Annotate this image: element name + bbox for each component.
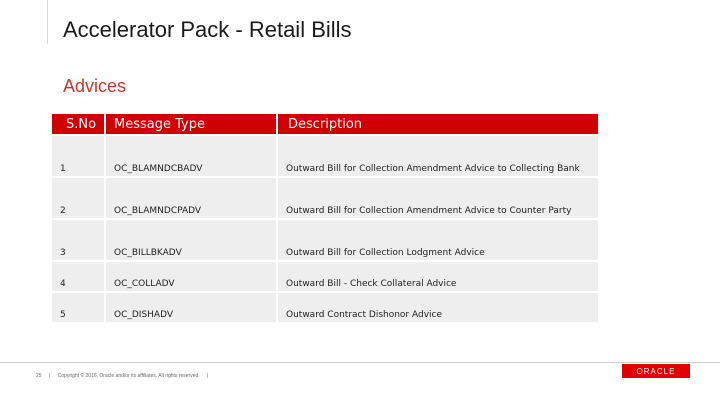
cell-sno: 5 bbox=[52, 293, 106, 324]
table-row bbox=[52, 178, 598, 220]
cell-description: Outward Bill for Collection Lodgment Advice bbox=[278, 220, 598, 262]
header-message-type: Message Type bbox=[106, 114, 278, 136]
cell-message-type: OC_DISHADV bbox=[106, 293, 278, 324]
cell-description: Outward Bill for Collection Amendment Advice to Counter Party bbox=[278, 178, 598, 220]
cell-message-type: OC_COLLADV bbox=[106, 262, 278, 293]
slide-title: Accelerator Pack - Retail Bills bbox=[63, 17, 352, 42]
table-row bbox=[52, 136, 598, 178]
cell-description: Outward Bill for Collection Amendment Advice to Collecting Bank bbox=[278, 136, 598, 178]
table-row bbox=[52, 293, 598, 324]
table-header-row bbox=[52, 114, 598, 136]
footer bbox=[36, 373, 214, 379]
cell-sno: 2 bbox=[52, 178, 106, 220]
copyright-text: Copyright © 2016, Oracle and/or its affiliates. All rights reserved. bbox=[57, 373, 200, 379]
oracle-logo-text: ORACLE bbox=[636, 366, 676, 376]
table-row bbox=[52, 262, 598, 293]
section-heading: Advices bbox=[63, 76, 127, 96]
cell-message-type: OC_BILLBKADV bbox=[106, 220, 278, 262]
footer-divider bbox=[0, 362, 720, 363]
title-accent-block bbox=[0, 0, 48, 44]
header-description: Description bbox=[278, 114, 598, 136]
cell-sno: 4 bbox=[52, 262, 106, 293]
cell-description: Outward Bill - Check Collateral Advice bbox=[278, 262, 598, 293]
cell-description: Outward Contract Dishonor Advice bbox=[278, 293, 598, 324]
cell-message-type: OC_BLAMNDCPADV bbox=[106, 178, 278, 220]
header-sno: S.No bbox=[52, 114, 106, 136]
cell-sno: 1 bbox=[52, 136, 106, 178]
footer-end-separator: | bbox=[207, 373, 209, 379]
table-row bbox=[52, 220, 598, 262]
cell-message-type: OC_BLAMNDCBADV bbox=[106, 136, 278, 178]
oracle-logo bbox=[622, 364, 690, 378]
title-bar bbox=[0, 0, 720, 46]
cell-sno: 3 bbox=[52, 220, 106, 262]
page-number: 25 bbox=[36, 373, 42, 379]
footer-separator: | bbox=[48, 373, 51, 379]
advices-table bbox=[52, 114, 598, 324]
